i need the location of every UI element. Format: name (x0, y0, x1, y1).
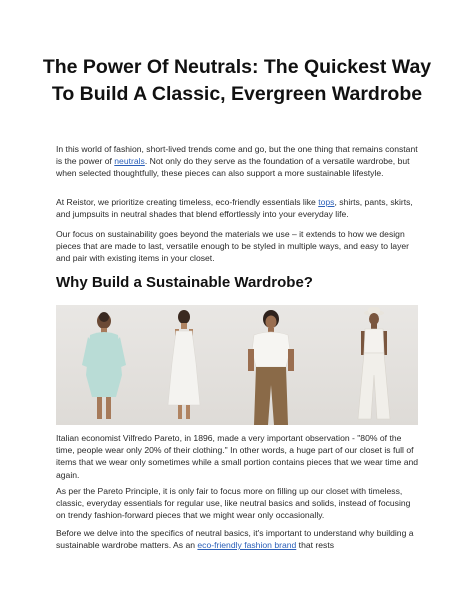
section-heading: Why Build a Sustainable Wardrobe? (56, 274, 313, 291)
link-eco-friendly-fashion-brand[interactable]: eco-friendly fashion brand (197, 540, 297, 551)
paragraph-text: At Reistor, we prioritize creating timeless, eco-friendly essentials like (56, 197, 319, 207)
paragraph-sustainability: Our focus on sustainability goes beyond the materials we use – it extends to how we design pieces that are made to last, versatile enough to be styled in multiple ways, and easy to layer and pair with existing items in your closet. (56, 229, 410, 264)
paragraph-text: Before we delve into the specifics of neutral basics, it's important to understand why building a sustainable wardrobe matters. As an (56, 528, 414, 551)
paragraph-reistor (56, 196, 422, 220)
paragraph-before-we-delve (56, 527, 422, 551)
model-white-dress (154, 305, 214, 425)
link-neutrals[interactable]: neutrals (114, 156, 145, 167)
link-tops[interactable]: tops (318, 197, 335, 207)
paragraph-text: that rests (296, 540, 335, 551)
article-title: The Power Of Neutrals: The Quickest Way To Build A Classic, Evergreen Wardrobe (42, 56, 432, 105)
models-photo (56, 305, 418, 425)
paragraph-intro (56, 143, 422, 180)
paragraph-pareto: Italian economist Vilfredo Pareto, in 1896, made a very important observation - "80% of the time, people wear only 20% of their clothing." In other words, a huge part of our closet is full of items that we wear only sometimes while a small portion contains pieces that we wear time and again. (56, 433, 419, 480)
model-white-wide-pants (344, 305, 404, 425)
paragraph-text: . Not only do they serve as the foundation of a versatile wardrobe, but when selected thoughtfully, these pieces can also support a more sustainable lifestyle. (56, 156, 410, 179)
paragraph-text: In this world of fashion, short-lived trends come and go, but the one thing that remains constant is the power of (56, 144, 418, 167)
model-brown-pants (236, 305, 306, 425)
paragraph-text: , shirts, pants, skirts, and jumpsuits in neutral shades that blend effortlessly into your everyday life. (56, 197, 413, 220)
paragraph-pareto-principle: As per the Pareto Principle, it is only fair to focus more on filling up our closet with timeless, classic, everyday essentials for regular use, like neutral basics and solids, instead of focusing on trendy fashion-forward pieces that we might wear only occasionally. (56, 486, 411, 521)
model-mint-outfit (74, 305, 134, 425)
